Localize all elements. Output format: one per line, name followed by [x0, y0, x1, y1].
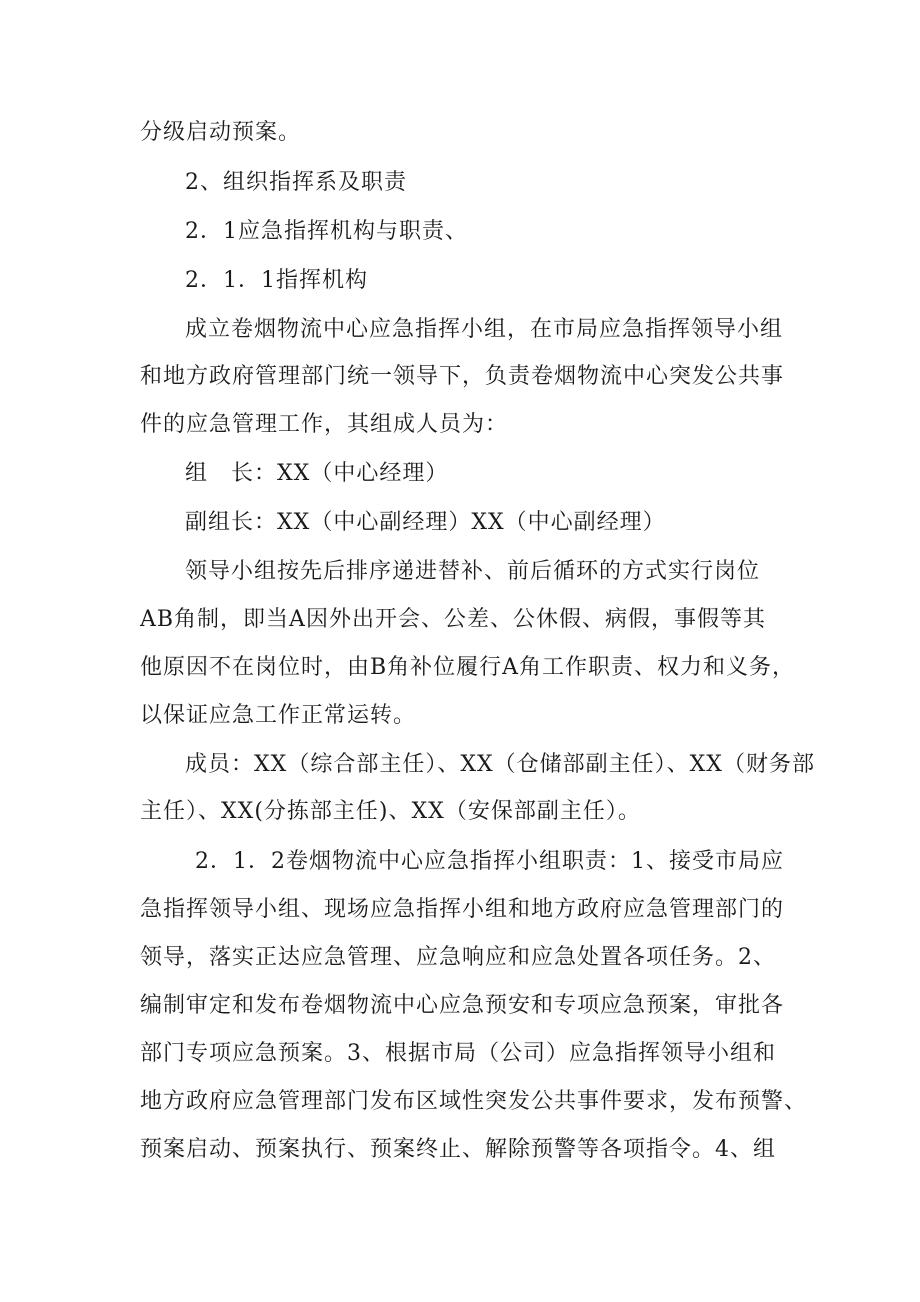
paragraph-line: 分级启动预案。 — [140, 120, 302, 145]
member-line: 主任）、XX(分拣部主任)、XX（安保部副主任）。 — [140, 799, 641, 824]
paragraph-line: 以保证应急工作正常运转。 — [140, 703, 417, 728]
paragraph-line: 领导，落实正达应急管理、应急响应和应急处置各项任务。2、 — [140, 945, 776, 970]
paragraph-line: 他原因不在岗位时，由B角补位履行A角工作职责、权力和义务， — [140, 655, 796, 680]
paragraph-line: 急指挥领导小组、现场应急指挥小组和地方政府应急管理部门的 — [140, 897, 785, 922]
member-line: 成员：XX（综合部主任）、XX（仓储部副主任）、XX（财务部 — [185, 752, 815, 777]
paragraph-line: AB角制，即当A因外出开会、公差、公休假、病假，事假等其 — [140, 607, 766, 632]
paragraph-line: 领导小组按先后排序递进替补、前后循环的方式实行岗位 — [185, 559, 761, 584]
paragraph-line: 地方政府应急管理部门发布区域性突发公共事件要求，发布预警、 — [140, 1089, 808, 1114]
member-line: 副组长：XX（中心副经理）XX（中心副经理） — [185, 510, 666, 535]
member-line: 组 长：XX（中心经理） — [185, 461, 449, 486]
paragraph-line: 2．1．2卷烟物流中心应急指挥小组职责：1、接受市局应 — [195, 849, 784, 874]
paragraph-line: 部门专项应急预案。3、根据市局（公司）应急指挥领导小组和 — [140, 1041, 776, 1066]
section-heading: 2．1．1指挥机构 — [185, 268, 368, 293]
section-heading: 2．1应急指挥机构与职责、 — [185, 219, 468, 244]
paragraph-line: 和地方政府管理部门统一领导下，负责卷烟物流中心突发公共事 — [140, 364, 785, 389]
section-heading: 2、组织指挥系及职责 — [185, 170, 407, 195]
paragraph-line: 编制审定和发布卷烟物流中心应急预安和专项应急预案，审批各 — [140, 993, 785, 1018]
paragraph-line: 成立卷烟物流中心应急指挥小组，在市局应急指挥领导小组 — [185, 317, 784, 342]
paragraph-line: 预案启动、预案执行、预案终止、解除预警等各项指令。4、组 — [140, 1137, 776, 1162]
paragraph-line: 件的应急管理工作，其组成人员为： — [140, 412, 509, 437]
